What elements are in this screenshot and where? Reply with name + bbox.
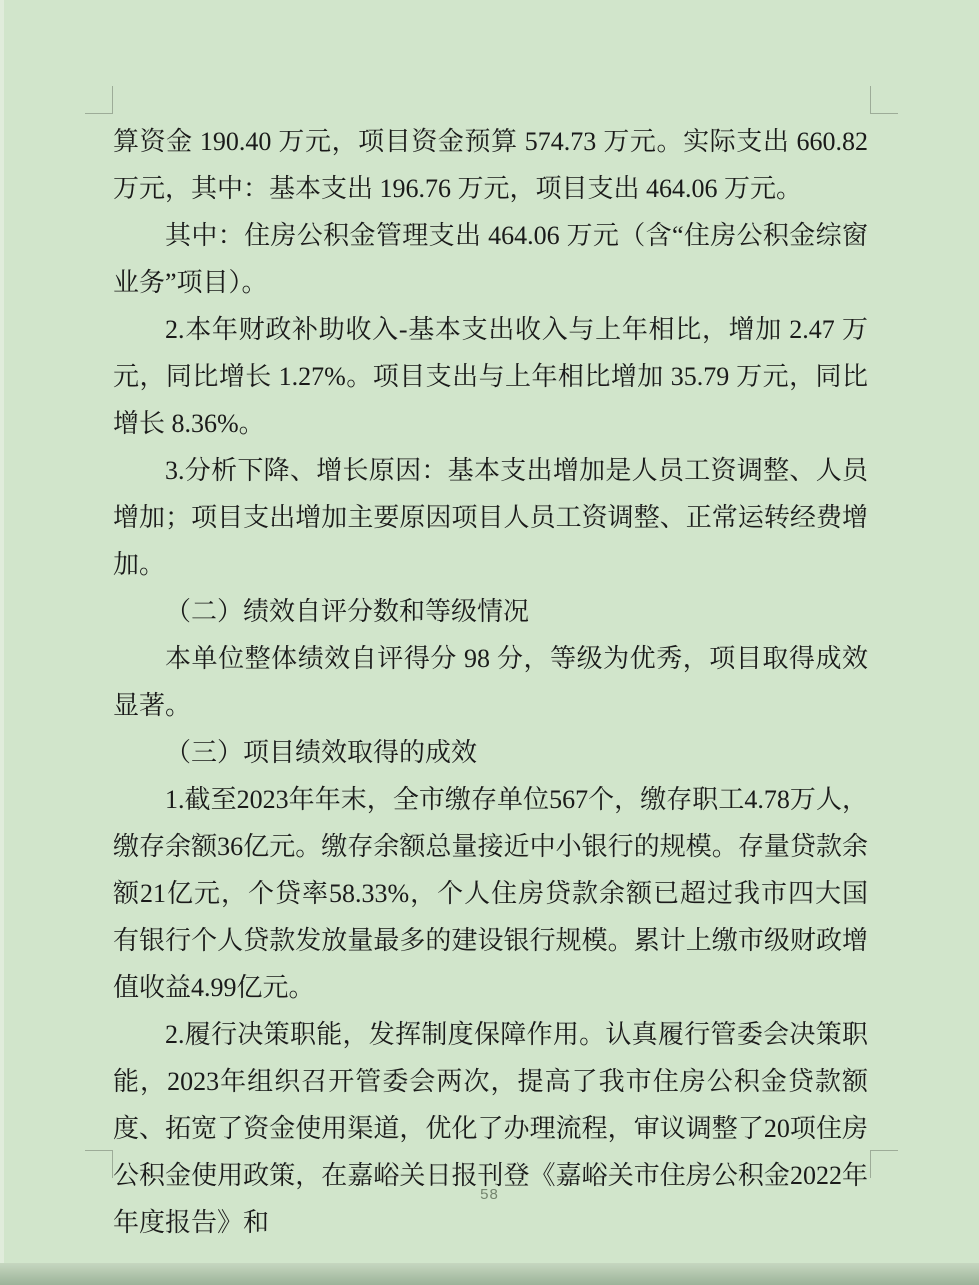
page-left-edge <box>0 0 4 1285</box>
paragraph-1: 算资金 190.40 万元，项目资金预算 574.73 万元。实际支出 660.82 万元，其中：基本支出 196.76 万元，项目支出 464.06 万元。 <box>113 127 868 203</box>
paragraph-5: （二）绩效自评分数和等级情况 <box>165 597 530 626</box>
crop-mark-top-right <box>870 86 898 114</box>
paragraph-2: 其中：住房公积金管理支出 464.06 万元（含“住房公积金综窗业务”项目）。 <box>113 221 868 297</box>
document-body <box>113 118 868 1246</box>
page-bottom-shadow <box>0 1263 979 1285</box>
paragraph-6: 本单位整体绩效自评得分 98 分，等级为优秀，项目取得成效显著。 <box>113 644 868 720</box>
paragraph-4: 3.分析下降、增长原因：基本支出增加是人员工资调整、人员增加；项目支出增加主要原因项目人员工资调整、正常运转经费增加。 <box>113 456 868 579</box>
paragraph-3: 2.本年财政补助收入-基本支出收入与上年相比，增加 2.47 万元，同比增长 1.27%。项目支出与上年相比增加 35.79 万元，同比增长 8.36%。 <box>113 315 868 438</box>
page-number: 58 <box>480 1186 499 1203</box>
paragraph-9: 2.履行决策职能，发挥制度保障作用。认真履行管委会决策职能，2023年组织召开管委会两次，提高了我市住房公积金贷款额度、拓宽了资金使用渠道，优化了办理流程，审议调整了20项住房公积金使用政策，在嘉峪关日报刊登《嘉峪关市住房公积金2022年年度报告》和 <box>113 1020 868 1237</box>
crop-mark-bottom-right <box>870 1150 898 1178</box>
paragraph-7: （三）项目绩效取得的成效 <box>165 738 478 767</box>
crop-mark-top-left <box>85 86 113 114</box>
crop-mark-bottom-left <box>85 1150 113 1178</box>
paragraph-8: 1.截至2023年年末，全市缴存单位567个，缴存职工4.78万人，缴存余额36亿元。缴存余额总量接近中小银行的规模。存量贷款余额21亿元，个贷率58.33%，个人住房贷款余额已超过我市四大国有银行个人贷款发放量最多的建设银行规模。累计上缴市级财政增值收益4.99亿元。 <box>113 785 868 1002</box>
